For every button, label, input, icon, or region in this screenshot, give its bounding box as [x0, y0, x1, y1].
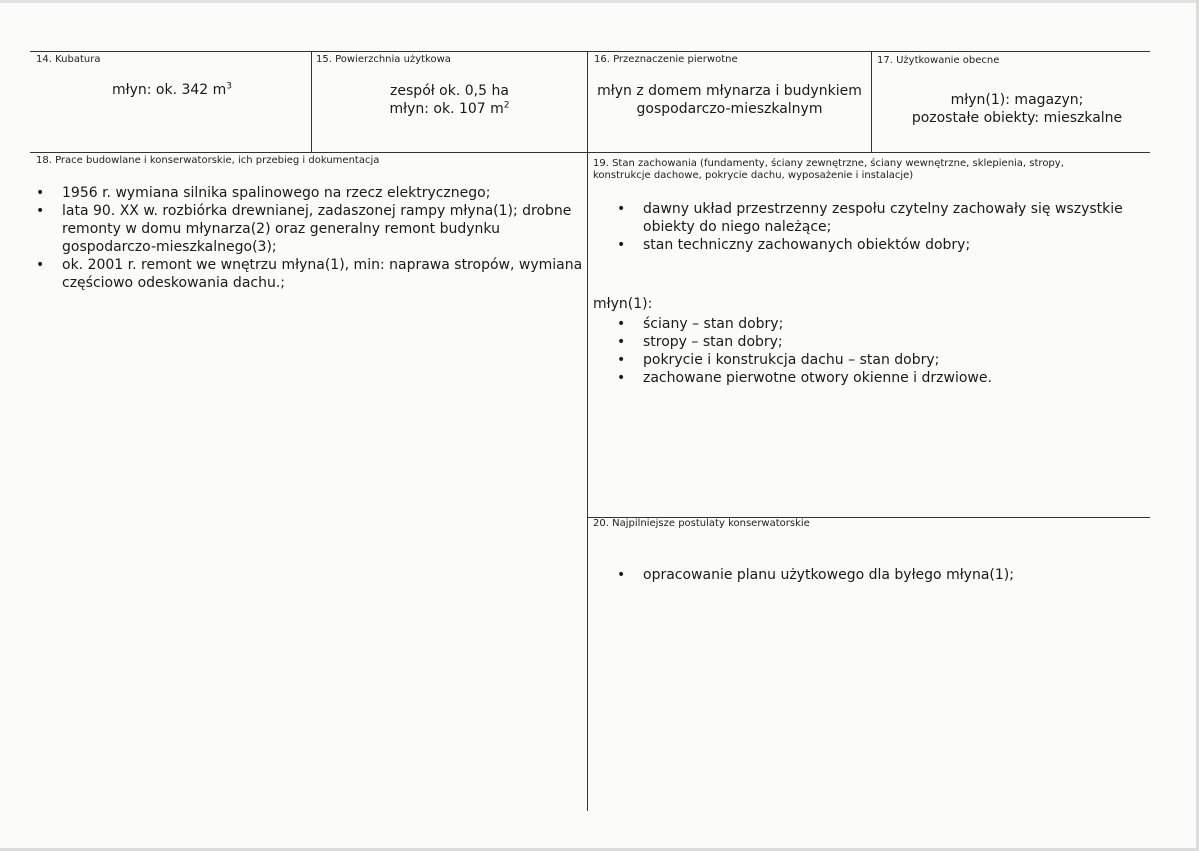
list-item: • lata 90. XX w. rozbiórka drewnianej, zadaszonej rampy młyna(1); drobne remonty w domu młynarza(2) oraz generalny remont budynku gospodarczo-mieszkalnego(3); [36, 202, 584, 256]
section17-label: 17. Użytkowanie obecne [877, 55, 1000, 66]
section15-value [312, 82, 587, 118]
section19-label-line2: konstrukcje dachowe, pokrycie dachu, wyposażenie i instalacje) [593, 170, 914, 181]
mid-rule [30, 152, 1150, 153]
section18-list [36, 184, 584, 292]
scan-edge-top [0, 0, 1199, 3]
section16-label: 16. Przeznaczenie pierwotne [594, 54, 738, 65]
section19-mlyn-heading: młyn(1): [593, 296, 653, 312]
section14-value: młyn: ok. 342 $m^3$ [111, 81, 233, 98]
list-item: • stan techniczny zachowanych obiektów dobry; [617, 236, 1137, 254]
list-item: • pokrycie i konstrukcja dachu – stan dobry; [617, 351, 1137, 369]
section19-mlyn-list [617, 315, 1137, 387]
section16-line2: gospodarczo-mieszkalnym [636, 101, 823, 117]
section20-label: 20. Najpilniejsze postulaty konserwatorskie [593, 518, 810, 529]
section19-label-line1: 19. Stan zachowania (fundamenty, ściany zewnętrzne, ściany wewnętrzne, sklepienia, stropy, [593, 158, 1064, 169]
section15-line2: młyn: ok. 107 $m^2$ [389, 100, 510, 117]
section17-value [872, 91, 1162, 127]
list-item: • stropy – stan dobry; [617, 333, 1137, 351]
list-item: • ok. 2001 r. remont we wnętrzu młyna(1), min: naprawa stropów, wymiana częściowo odeskowania dachu.; [36, 256, 584, 292]
section17-line1: młyn(1): magazyn; [950, 92, 1084, 108]
section20-list [617, 566, 1137, 584]
section18-label: 18. Prace budowlane i konserwatorskie, ich przebieg i dokumentacja [36, 155, 380, 166]
list-item: • ściany – stan dobry; [617, 315, 1137, 333]
divider-center [587, 51, 588, 811]
section15-label: 15. Powierzchnia użytkowa [316, 54, 451, 65]
list-item: • 1956 r. wymiana silnika spalinowego na rzecz elektrycznego; [36, 184, 584, 202]
list-item: • dawny układ przestrzenny zespołu czytelny zachowały się wszystkie obiekty do niego należące; [617, 200, 1137, 236]
section15-line1: zespół ok. 0,5 ha [390, 83, 509, 99]
section19-general-list [617, 200, 1137, 254]
section17-line2: pozostałe obiekty: mieszkalne [911, 110, 1123, 126]
list-item: • zachowane pierwotne otwory okienne i drzwiowe. [617, 369, 1137, 387]
section14-label: 14. Kubatura [36, 54, 101, 65]
section16-line1: młyn z domem młynarza i budynkiem [597, 83, 862, 99]
section16-value [588, 82, 871, 118]
top-rule [30, 51, 1150, 52]
list-item: • opracowanie planu użytkowego dla byłego młyna(1); [617, 566, 1137, 584]
